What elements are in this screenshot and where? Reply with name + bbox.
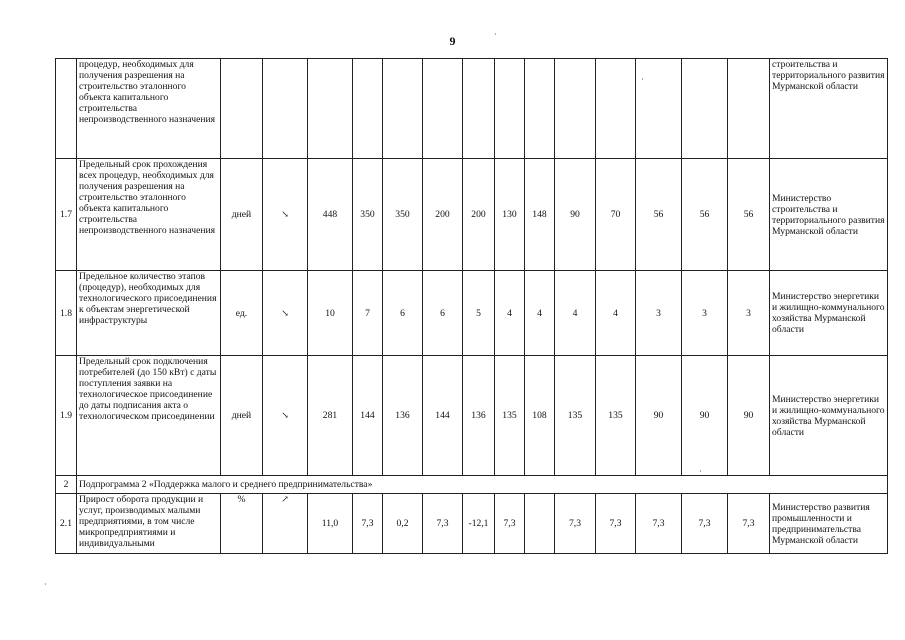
trend-arrow-icon (263, 356, 308, 476)
responsible-ministry: Министерство строительства и территориального развития Мурманской области (770, 159, 888, 271)
trend-arrow-icon (263, 59, 308, 159)
value-cell (353, 59, 383, 159)
row-number: 1.7 (56, 159, 77, 271)
value-cell (596, 59, 636, 159)
unit: ед. (221, 271, 263, 356)
unit: дней (221, 159, 263, 271)
value-cell: 4 (495, 271, 525, 356)
value-cell (383, 59, 423, 159)
value-cell: 7,3 (728, 494, 770, 554)
value-cell: 448 (308, 159, 353, 271)
value-cell (525, 494, 555, 554)
value-cell: 350 (353, 159, 383, 271)
value-cell: 4 (596, 271, 636, 356)
table-row (56, 159, 888, 271)
value-cell (495, 59, 525, 159)
value-cell: 144 (423, 356, 463, 476)
value-cell: 5 (463, 271, 495, 356)
row-number (56, 59, 77, 159)
value-cell: 350 (383, 159, 423, 271)
value-cell: 7,3 (423, 494, 463, 554)
value-cell (682, 59, 728, 159)
value-cell: 7,3 (636, 494, 682, 554)
unit: дней (221, 356, 263, 476)
value-cell (423, 59, 463, 159)
row-number: 2.1 (56, 494, 77, 554)
value-cell: 130 (495, 159, 525, 271)
subprogram-number: 2 (56, 476, 77, 494)
value-cell: 200 (423, 159, 463, 271)
indicator-name: Прирост оборота продукции и услуг, производимых малыми предприятиями, в том числе микропредприятиями и индивидуальными (77, 494, 221, 554)
table-row (56, 271, 888, 356)
value-cell: 7,3 (596, 494, 636, 554)
trend-arrow-icon (263, 494, 308, 554)
value-cell: -12,1 (463, 494, 495, 554)
row-number: 1.8 (56, 271, 77, 356)
value-cell: 56 (682, 159, 728, 271)
value-cell (555, 59, 596, 159)
value-cell (636, 59, 682, 159)
unit (221, 59, 263, 159)
table-row (56, 356, 888, 476)
value-cell: 90 (555, 159, 596, 271)
indicators-table (55, 58, 888, 554)
value-cell: 6 (383, 271, 423, 356)
trend-arrow-icon: ↘ (281, 209, 289, 219)
value-cell (308, 59, 353, 159)
value-cell: 7,3 (495, 494, 525, 554)
value-cell: 11,0 (308, 494, 353, 554)
value-cell: 3 (636, 271, 682, 356)
trend-arrow-icon: ↘ (281, 410, 289, 420)
responsible-ministry: Министерство развития промышленности и предпринимательства Мурманской области (770, 494, 888, 554)
trend-arrow-icon: ↗ (281, 494, 289, 504)
value-cell (728, 59, 770, 159)
responsible-ministry: Министерство энергетики и жилищно-коммунального хозяйства Мурманской области (770, 356, 888, 476)
trend-arrow-icon (263, 271, 308, 356)
value-cell: 90 (728, 356, 770, 476)
value-cell: 135 (555, 356, 596, 476)
page-number: 9 (449, 34, 456, 48)
value-cell: 3 (682, 271, 728, 356)
value-cell: 135 (596, 356, 636, 476)
value-cell (525, 59, 555, 159)
scan-speck: · (494, 30, 497, 39)
value-cell: 281 (308, 356, 353, 476)
value-cell: 148 (525, 159, 555, 271)
subprogram-title: Подпрограмма 2 «Поддержка малого и среднего предпринимательства» (77, 476, 888, 494)
indicator-name: Предельный срок прохождения всех процедур, необходимых для получения разрешения на строительство эталонного объекта капитального строительства непроизводственного назначения (77, 159, 221, 271)
responsible-ministry: строительства и территориального развития Мурманской области (770, 59, 888, 159)
value-cell: 10 (308, 271, 353, 356)
scan-speck: · (641, 75, 644, 84)
scan-speck: · (699, 467, 702, 476)
indicator-name: процедур, необходимых для получения разрешения на строительство эталонного объекта капитального строительства непроизводственного назначения (77, 59, 221, 159)
value-cell: 108 (525, 356, 555, 476)
unit: % (221, 494, 263, 554)
indicator-name: Предельный срок подключения потребителей (до 150 кВт) с даты поступления заявки на технологическое присоединение до даты подписания акта о технологическом присоединении (77, 356, 221, 476)
subprogram-row (56, 476, 888, 494)
value-cell: 56 (728, 159, 770, 271)
value-cell: 56 (636, 159, 682, 271)
value-cell: 7,3 (555, 494, 596, 554)
value-cell: 70 (596, 159, 636, 271)
value-cell: 90 (636, 356, 682, 476)
trend-arrow-icon: ↘ (281, 307, 289, 318)
value-cell: 90 (682, 356, 728, 476)
indicator-name: Предельное количество этапов (процедур), необходимых для технологического присоединения к объектам энергетической инфраструктуры (77, 271, 221, 356)
table-row (56, 59, 888, 159)
trend-arrow-icon (263, 159, 308, 271)
value-cell: 6 (423, 271, 463, 356)
value-cell: 136 (383, 356, 423, 476)
row-number: 1.9 (56, 356, 77, 476)
value-cell: 7,3 (682, 494, 728, 554)
value-cell: 144 (353, 356, 383, 476)
value-cell: 7 (353, 271, 383, 356)
value-cell: 3 (728, 271, 770, 356)
responsible-ministry: Министерство энергетики и жилищно-коммунального хозяйства Мурманской области (770, 271, 888, 356)
value-cell (463, 59, 495, 159)
value-cell: 4 (525, 271, 555, 356)
value-cell: 4 (555, 271, 596, 356)
value-cell: 7,3 (353, 494, 383, 554)
value-cell: 200 (463, 159, 495, 271)
table-row (56, 494, 888, 554)
scan-speck: · (44, 580, 47, 589)
value-cell: 135 (495, 356, 525, 476)
value-cell: 136 (463, 356, 495, 476)
value-cell: 0,2 (383, 494, 423, 554)
